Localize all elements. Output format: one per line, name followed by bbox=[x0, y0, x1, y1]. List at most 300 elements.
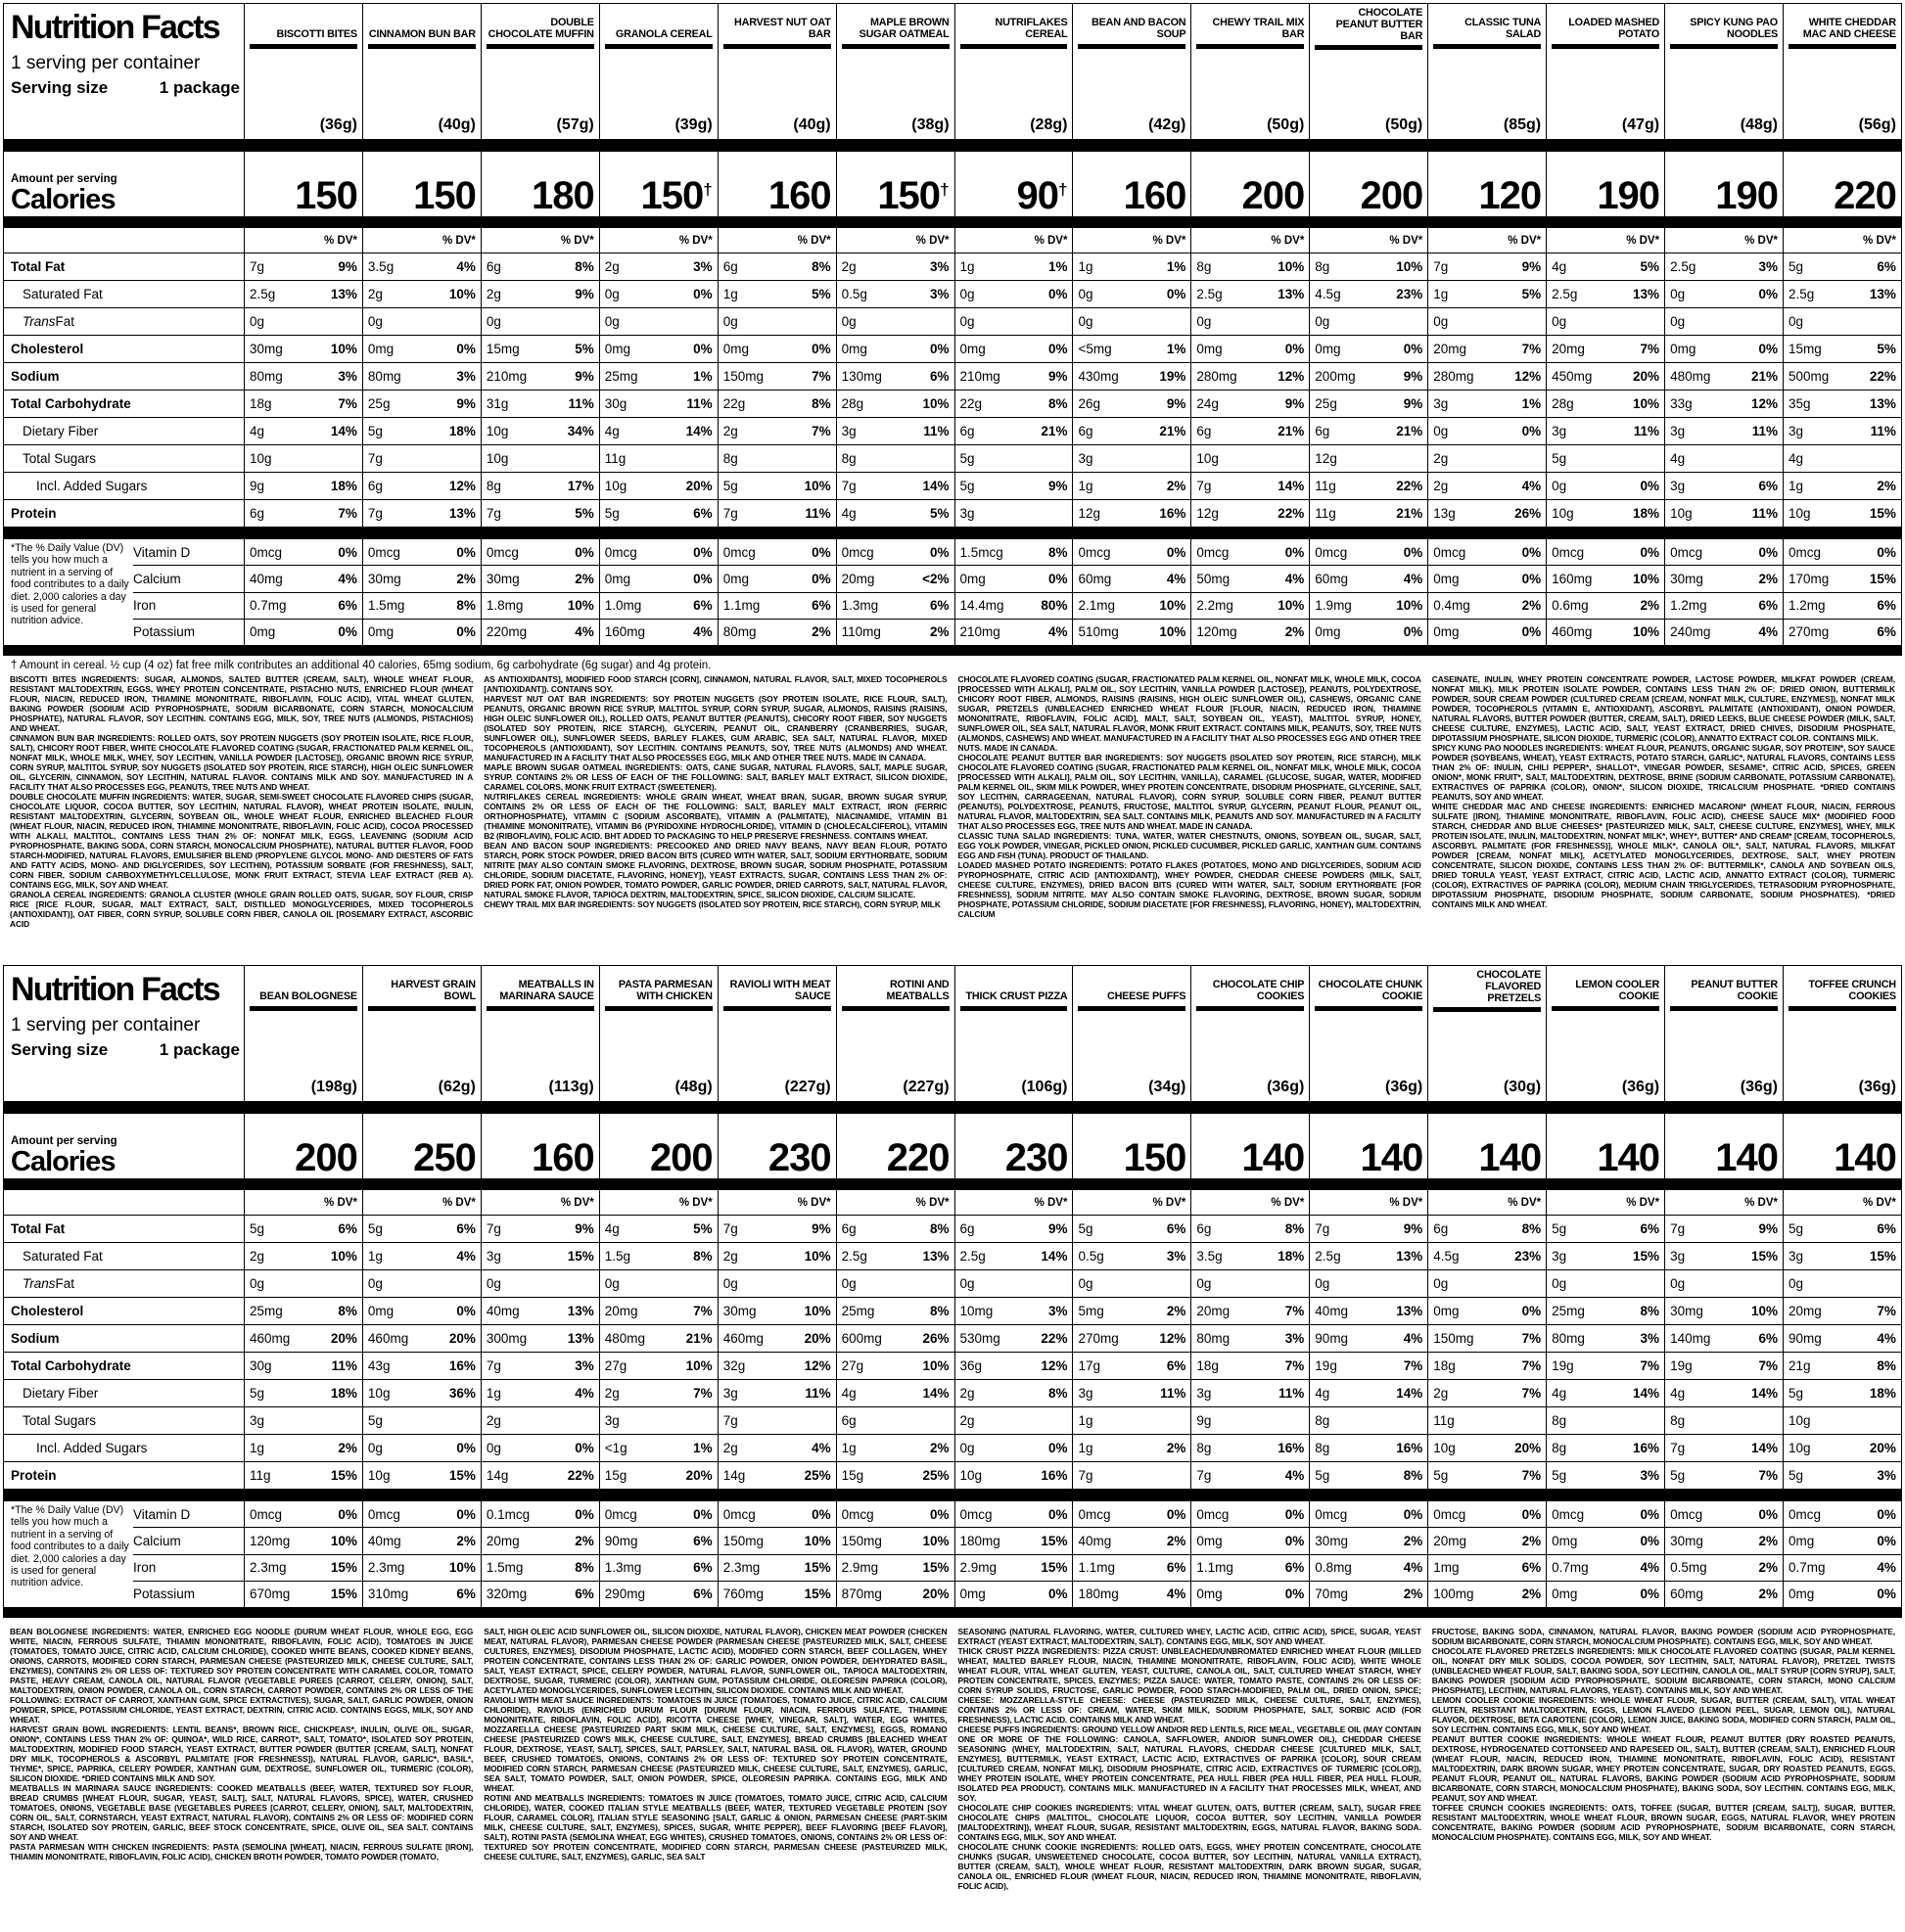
nutrient-value-cell bbox=[1427, 1353, 1546, 1379]
vitamin-dv: 8% bbox=[1047, 544, 1068, 560]
nutrient-dv: 8% bbox=[930, 1221, 950, 1236]
product-header-cell bbox=[954, 4, 1073, 139]
vitamin-dv: 6% bbox=[338, 598, 357, 614]
calories-label-block bbox=[4, 1114, 244, 1178]
nutrient-amount: 21g bbox=[1788, 1358, 1811, 1373]
vitamin-amount: 1.1mg bbox=[1078, 1560, 1115, 1576]
nutrient-value-cell bbox=[362, 1407, 481, 1434]
nutrient-value-cell bbox=[1546, 418, 1664, 444]
nutrient-value-cell bbox=[836, 336, 954, 362]
vitamin-amount: 180mg bbox=[1078, 1587, 1119, 1602]
nutrient-row bbox=[4, 1434, 1901, 1461]
dv-header: % DV* bbox=[324, 1196, 357, 1209]
nutrient-dv: 12% bbox=[1159, 1331, 1186, 1346]
vitamin-dv: 2% bbox=[575, 571, 594, 586]
nutrient-amount: 210mg bbox=[959, 369, 1000, 384]
nutrient-value-cell bbox=[1190, 336, 1309, 362]
panel-title-block bbox=[4, 4, 244, 139]
vitamin-value-cell bbox=[599, 566, 718, 591]
nutrient-amount: 0mg bbox=[367, 1304, 395, 1318]
nutrient-amount: 10g bbox=[1788, 506, 1811, 521]
vitamin-name: Calcium bbox=[133, 571, 181, 586]
nutrient-value-cell bbox=[481, 1435, 599, 1461]
product-name: SPICY KUNG PAO NOODLES bbox=[1690, 17, 1778, 41]
vitamin-name: Iron bbox=[133, 1560, 157, 1576]
nutrient-value-cell bbox=[599, 1216, 718, 1242]
vitamin-dv: <2% bbox=[922, 571, 950, 586]
vitamin-amount: 0mcg bbox=[1552, 544, 1585, 560]
dv-header-cell bbox=[1427, 228, 1546, 253]
nutrient-dv: 10% bbox=[1396, 259, 1423, 274]
product-header-cell bbox=[1783, 4, 1901, 139]
vitamin-dv: 15% bbox=[330, 1587, 357, 1602]
nutrient-amount: 2g bbox=[722, 424, 738, 438]
nutrient-value-cell bbox=[1190, 1298, 1309, 1324]
vitamin-amount: 0.6mg bbox=[1552, 598, 1589, 614]
calories-cell bbox=[1427, 152, 1546, 216]
serving-size-label: Serving size bbox=[11, 1040, 109, 1059]
ingredient-paragraph: PASTA PARMESAN WITH CHICKEN INGREDIENTS: PASTA (SEMOLINA [WHEAT], NIACIN, FERROUS SULFATE [IRON], THIAMIN MONONITRATE, RIBOFLAVIN, FOLIC ACID), CHICKEN BROTH POWDER, TOMATO POWDER (TOMATO, bbox=[10, 1842, 474, 1862]
nutrient-amount: 3g bbox=[1433, 396, 1449, 411]
nutrient-amount: 24g bbox=[1196, 396, 1219, 411]
nutrient-value-cell bbox=[1190, 1353, 1309, 1379]
dv-header: % DV* bbox=[1389, 1196, 1423, 1209]
vitamin-amount: 0mcg bbox=[1552, 1506, 1585, 1522]
vitamin-value-cell bbox=[481, 1501, 599, 1527]
calories-value bbox=[1715, 174, 1778, 217]
vitamin-amount: 0mcg bbox=[1315, 1506, 1348, 1522]
nutrient-dv: 13% bbox=[567, 1304, 594, 1318]
serving-size-row bbox=[11, 78, 240, 98]
nutrient-value-cell bbox=[1783, 1353, 1901, 1379]
vitamin-amount: 0.1mcg bbox=[486, 1506, 531, 1522]
vitamin-value-cell bbox=[1546, 593, 1664, 619]
dv-header-cell bbox=[244, 228, 362, 253]
ingredient-paragraph: LOADED MASHED POTATO INGREDIENTS: POTATO FLAKES (POTATOES, MONO AND DIGLYCERIDES, SODIUM ACID PYROPHOSPHATE, CITRIC ACID [ANTIOXIDANT]), WHEY POWDER, CHEDDAR CHEESE POWDERS (MILK, SALT, CHEESE CULTURE, ENZYMES), DRIED BACON BITS (CURED WITH WATER, SALT, SODIUM ERYTHORBATE [FOR FRESHNESS], SODIUM NITRITE. MAY ALSO CONTAIN SMOKE FLAVORING, DEXTROSE, BROWN SUGAR, SODIUM PHOSPHATE, POTASSIUM CHLORIDE, SODIUM DIACETATE [FOR FRESHNESS], FLAVORING, HONEY), MALTODEXTRIN, CALCIUM bbox=[957, 860, 1421, 919]
nutrient-dv: 8% bbox=[1877, 1358, 1896, 1373]
vitamin-amount: 30mg bbox=[1670, 571, 1703, 586]
product-serving-size: (30g) bbox=[1503, 1079, 1542, 1095]
vitamin-amount: 30mg bbox=[1315, 1533, 1349, 1548]
vitamin-value-cell bbox=[836, 593, 954, 619]
vitamin-dv: 0% bbox=[1877, 1533, 1896, 1548]
nutrient-label: Dietary Fiber bbox=[23, 1386, 99, 1401]
ingredient-paragraph: BISCOTTI BITES INGREDIENTS: SUGAR, ALMONDS, SALTED BUTTER (CREAM, SALT), WHOLE WHEAT FLOUR, RESISTANT MALTODEXTRIN, EGGS, WHEY PROTEIN CONCENTRATE, PISTACHIO NUTS, ENRICHED FLOUR (WHEAT FLOUR, NIACIN, REDUCED IRON, THIAMINE MONONITRATE, RIBOFLAVIN, FOLIC ACID), VITAL WHEAT GLUTEN, BAKING POWDER (SODIUM ACID PYROPHOSPHATE, SODIUM BICARBONATE, CORN STARCH, MONOCALCIUM PHOSPHATE), NATURAL FLAVOR, SOY LECITHIN. CONTAINS EGG, MILK, SOY, TREE NUTS (ALMONDS, PISTACHIOS) AND WHEAT. bbox=[10, 674, 474, 733]
product-header-cell bbox=[1664, 4, 1783, 139]
nutrient-amount: 460mg bbox=[367, 1331, 409, 1346]
nutrient-value-cell bbox=[1664, 1298, 1783, 1324]
vitamin-value-cell bbox=[1427, 539, 1546, 565]
nutrient-dv: 1% bbox=[1047, 259, 1068, 274]
nutrient-value-cell bbox=[954, 1216, 1073, 1242]
ingredient-paragraph: CHOCOLATE FLAVORED PRETZELS INGREDIENTS: MILK CHOCOLATE FLAVORED COATING (SUGAR, PALM KERNEL OIL, NONFAT DRY MILK SOLIDS, COCOA POWDER, SOY LECITHIN, SALT, NATURAL FLAVOR), PRETZEL TWISTS (UNBLEACHED WHEAT FLOUR, SALT, BAKING SODA, SOY LECITHIN, CANOLA OIL, MALT SYRUP [CORN SYRUP], SALT, BAKING POWDER [SODIUM ACID PYROPHOSPHATE, SODIUM BICARBONATE, CORN STARCH, MONO CALCIUM PHOSPHATE], LECITHIN, NATURAL FLAVORS, YEAST). CONTAINS MILK, SOY AND WHEAT. bbox=[1431, 1646, 1895, 1695]
nutrient-amount: 0g bbox=[1433, 1276, 1449, 1291]
vitamin-dv: 4% bbox=[1640, 1560, 1660, 1576]
header-rule bbox=[1789, 1006, 1896, 1011]
nutrient-amount: 5g bbox=[367, 1413, 383, 1428]
nutrient-value-cell bbox=[954, 473, 1073, 499]
calories-cell bbox=[1427, 1114, 1546, 1178]
nutrient-dv: 9% bbox=[1047, 369, 1068, 384]
nutrient-amount: 25mg bbox=[250, 1304, 283, 1318]
header-rule bbox=[1196, 1006, 1304, 1011]
nutrient-value-cell bbox=[599, 418, 718, 444]
nutrient-value-cell bbox=[481, 1380, 599, 1406]
nutrient-value-cell bbox=[836, 1380, 954, 1406]
vitamin-value-cell bbox=[244, 1528, 362, 1553]
vitamin-dv: 2% bbox=[1166, 1533, 1186, 1548]
dv-header-cell bbox=[1072, 1190, 1190, 1215]
nutrient-value-cell bbox=[1072, 363, 1190, 390]
dv-header: % DV* bbox=[560, 1196, 594, 1209]
dv-header-cell bbox=[1072, 228, 1190, 253]
product-serving-size: (39g) bbox=[674, 116, 713, 133]
nutrient-amount: 8g bbox=[1196, 1441, 1212, 1455]
nutrient-amount: 480mg bbox=[1670, 369, 1711, 384]
nutrient-amount: 22g bbox=[722, 396, 746, 411]
header-rule bbox=[250, 1006, 357, 1011]
vitamin-dv: 0% bbox=[456, 1506, 476, 1522]
vitamin-amount: 0mcg bbox=[722, 544, 756, 560]
calories-number: 150 bbox=[877, 174, 941, 217]
nutrient-amount: 25mg bbox=[604, 369, 638, 384]
vitamin-name: Iron bbox=[133, 598, 157, 614]
nutrient-dv: 10% bbox=[804, 1249, 831, 1264]
vitamin-amount: 2.2mg bbox=[1196, 598, 1233, 614]
dv-header-spacer bbox=[4, 228, 244, 253]
nutrient-amount: 7g bbox=[1670, 1441, 1686, 1455]
nutrient-dv: 7% bbox=[1403, 1358, 1423, 1373]
vitamin-value-cell bbox=[1427, 1555, 1546, 1581]
product-header-cell bbox=[362, 4, 481, 139]
product-name: TOFFEE CRUNCH COOKIES bbox=[1808, 979, 1896, 1003]
vitamin-value-cell bbox=[1427, 1501, 1546, 1527]
nutrient-label: Sodium bbox=[11, 369, 60, 384]
vitamin-value-cell bbox=[481, 620, 599, 645]
calories-value bbox=[532, 1136, 594, 1179]
dv-header-cell bbox=[1546, 228, 1664, 253]
ingredients-column bbox=[1432, 674, 1895, 965]
nutrient-amount: 3g bbox=[841, 424, 857, 438]
nutrient-dv: 0% bbox=[1758, 342, 1778, 356]
nutrient-amount: 2.5g bbox=[1670, 259, 1696, 274]
nutrient-amount: 3g bbox=[486, 1249, 501, 1264]
dv-header-cell bbox=[1546, 1190, 1664, 1215]
nutrient-dv: 5% bbox=[812, 287, 831, 301]
nutrient-dv: 6% bbox=[1640, 1221, 1660, 1236]
vitamin-dv: 15% bbox=[1869, 571, 1896, 586]
product-name: BISCOTTI BITES bbox=[276, 28, 357, 41]
nutrient-dv: 21% bbox=[1396, 506, 1423, 521]
nutrient-value-cell bbox=[244, 1298, 362, 1324]
nutrient-label: Incl. Added Sugars bbox=[36, 479, 148, 493]
vitamin-value-cell bbox=[481, 1555, 599, 1581]
serving-size-label: Serving size bbox=[11, 78, 109, 97]
nutrient-value-cell bbox=[954, 1435, 1073, 1461]
nutrient-dv: 18% bbox=[1633, 506, 1660, 521]
product-header-cell bbox=[836, 4, 954, 139]
nutrient-amount: 600mg bbox=[841, 1331, 882, 1346]
nutrient-value-cell bbox=[836, 1298, 954, 1324]
nutrient-value-cell bbox=[1309, 473, 1427, 499]
product-serving-size: (47g) bbox=[1621, 116, 1660, 133]
nutrient-value-cell bbox=[954, 1298, 1073, 1324]
calories-row bbox=[4, 152, 1901, 216]
nutrient-amount: 1g bbox=[367, 1249, 383, 1264]
nutrient-value-cell bbox=[1546, 363, 1664, 390]
nutrient-dv: 10% bbox=[685, 1358, 713, 1373]
nutrient-amount: 0g bbox=[841, 1276, 857, 1291]
nutrient-value-cell bbox=[1190, 445, 1309, 472]
nutrient-value-cell bbox=[1546, 308, 1664, 335]
nutrient-dv: 20% bbox=[330, 1331, 357, 1346]
nutrient-label: Total Fat bbox=[11, 1221, 66, 1236]
vitamin-amount: 2.9mg bbox=[959, 1560, 998, 1576]
nutrient-dv: 14% bbox=[1750, 1441, 1778, 1455]
nutrient-value-cell bbox=[1309, 418, 1427, 444]
product-serving-size: (42g) bbox=[1148, 116, 1186, 133]
header-rule bbox=[250, 44, 357, 49]
vitamin-dv: 4% bbox=[1877, 1560, 1896, 1576]
vitamin-amount: 0mg bbox=[1788, 1533, 1815, 1548]
nutrient-dv: 11% bbox=[1870, 424, 1896, 438]
dv-header: % DV* bbox=[1152, 1196, 1186, 1209]
nutrient-dv: 15% bbox=[1633, 1249, 1660, 1264]
nutrient-amount: 4g bbox=[1315, 1386, 1330, 1401]
dv-header: % DV* bbox=[1626, 1196, 1660, 1209]
vitamin-dv: 15% bbox=[330, 1560, 357, 1576]
ingredient-paragraph: CHOCOLATE CHIP COOKIES INGREDIENTS: VITAL WHEAT GLUTEN, OATS, BUTTER (CREAM, SALT), SUGAR FREE CHOCOLATE CHIPS (MALTITOL, CHOCOLATE LIQUOR, COCOA BUTTER, SOY LECITHIN, VANILLA POWDER [MALTODEXTRIN]), WHEAT FLOUR, SUGAR, RESISTANT MALTODEXTRIN, EGGS, NATURAL FLAVOR, BAKING SODA. CONTAINS EGG, MILK, SOY AND WHEAT. bbox=[957, 1803, 1421, 1842]
nutrient-amount: 3g bbox=[1670, 1249, 1686, 1264]
product-name: ROTINI AND MEATBALLS bbox=[886, 979, 950, 1003]
vitamin-value-cell bbox=[1072, 566, 1190, 591]
nutrient-dv: 1% bbox=[693, 369, 713, 384]
vitamin-value-cell bbox=[718, 539, 836, 565]
nutrient-row bbox=[4, 390, 1901, 417]
ingredient-paragraph: SALT, HIGH OLEIC ACID SUNFLOWER OIL, SILICON DIOXIDE, NATURAL FLAVOR), CHICKEN MEAT POWDER (CHICKEN MEAT, NATURAL FLAVOR), PARMESAN CHEESE POWDER (PARMESAN CHEESE [PASTEURIZED MILK, SALT, CHEESE CULTURES, ENZYMES], DISODIUM PHOSPHATE, LACTIC ACID), MODIFIED CORN STARCH, BEEF COLLAGEN, WHEY PROTEIN CONCENTRATE, CONTAINS LESS THAN 2% OF: GARLIC POWDER, ONION POWDER, DEHYDRATED BASIL, SALT, YEAST EXTRACT, SPICE, CELERY POWDER, NATURAL FLAVOR, SUNFLOWER OIL, TAPIOCA MALTODEXTRIN, DEXTROSE, SUGAR, TURMERIC (COLOR), XANTHAN GUM, POTASSIUM CHLORIDE, OLEORESIN PAPRIKA (COLOR), ACETYLATED MONOGLYCERIDES, SUNFLOWER LECITHIN, SILICON DIOXIDE. CONTAINS MILK AND WHEAT. bbox=[484, 1627, 948, 1695]
header-rule bbox=[487, 44, 594, 49]
vitamin-value-cell bbox=[362, 1528, 481, 1553]
nutrient-value-cell bbox=[1072, 1435, 1190, 1461]
nutrient-amount: 500mg bbox=[1788, 369, 1830, 384]
nutrient-value-cell bbox=[1546, 336, 1664, 362]
product-header-cell bbox=[362, 966, 481, 1101]
product-name: PASTA PARMESAN WITH CHICKEN bbox=[618, 979, 713, 1003]
vitamin-amount: 2.1mg bbox=[1078, 598, 1115, 614]
calories-value bbox=[767, 174, 831, 217]
nutrient-value-cell bbox=[599, 253, 718, 280]
nutrient-dv: 6% bbox=[1877, 259, 1896, 274]
vitamin-dv: 10% bbox=[804, 1533, 831, 1548]
nutrient-amount: 0mg bbox=[367, 342, 395, 356]
vitamin-value-cell bbox=[1190, 1528, 1309, 1553]
vitamin-value-cell bbox=[244, 1555, 362, 1581]
nutrient-value-cell bbox=[836, 308, 954, 335]
calories-value bbox=[1715, 1136, 1778, 1179]
nutrient-value-cell bbox=[244, 500, 362, 527]
nutrient-value-cell bbox=[718, 253, 836, 280]
product-name: WHITE CHEDDAR MAC AND CHEESE bbox=[1802, 17, 1896, 41]
product-name: LOADED MASHED POTATO bbox=[1568, 17, 1660, 41]
nutrient-dv: 6% bbox=[1166, 1221, 1186, 1236]
vitamin-dv: 0% bbox=[1166, 1506, 1186, 1522]
vitamin-amount: 0mcg bbox=[367, 544, 400, 560]
nutrient-dv: 10% bbox=[1633, 396, 1660, 411]
nutrient-amount: 5g bbox=[1788, 259, 1804, 274]
nutrient-amount: 4g bbox=[250, 424, 265, 438]
nutrient-value-cell bbox=[1190, 363, 1309, 390]
nutrient-value-cell bbox=[1072, 336, 1190, 362]
vitamin-dv: 80% bbox=[1041, 598, 1068, 614]
vitamin-amount: 0.5mg bbox=[1670, 1560, 1707, 1576]
vitamin-dv: 0% bbox=[1403, 544, 1423, 560]
serving-size-value: 1 package bbox=[159, 78, 240, 97]
nutrient-amount: 7g bbox=[486, 1358, 501, 1373]
nutrient-amount: 31g bbox=[486, 396, 509, 411]
nutrient-amount: 5g bbox=[604, 506, 620, 521]
ingredient-paragraph: LEMON COOLER COOKIE INGREDIENTS: WHOLE WHEAT FLOUR, SUGAR, BUTTER (CREAM, SALT), VITAL WHEAT GLUTEN, RESISTANT MALTODEXTRIN, EGGS, LEMON FLAVEDO (LEMON PEEL, SUGAR, LEMON OIL), NATURAL FLAVOR, DEXTROSE, BETA CAROTENE (COLOR), LEMON JUICE, BAKING SODA, MODIFIED CORN STARCH, PALM OIL, SOY LECITHIN. CONTAINS EGG, MILK, SOY AND WHEAT. bbox=[1431, 1695, 1895, 1734]
nutrient-value-cell bbox=[836, 1435, 954, 1461]
nutrient-dv: 25% bbox=[804, 1468, 831, 1483]
vitamin-dv: 15% bbox=[1041, 1560, 1068, 1576]
nutrient-value-cell bbox=[1309, 1407, 1427, 1434]
nutrient-amount: 280mg bbox=[1196, 369, 1237, 384]
vitamin-value-cell bbox=[954, 593, 1073, 619]
vitamin-dv: 0% bbox=[1521, 544, 1542, 560]
ingredient-paragraph: SPICY KUNG PAO NOODLES INGREDIENTS: WHEAT FLOUR, PEANUTS, ORGANIC SUGAR, SOY PROTEIN*, SOY SAUCE POWDER (SOYBEANS, WHEAT), YEAST EXTRACTS, POTATO STARCH, GARLIC*, NATURAL FLAVORS, CONTAINS LESS THAN 2% OF: INULIN, CHILI PEPPER*, SHALLOT*, VINEGAR POWDER, SESAME*, CITRIC ACID, SPICES, GREEN ONION*, MONK FRUIT*, SALT, MALTODEXTRIN, DEXTROSE, BRINE (SODIUM CARBONATE, POTASSIUM CARBONATE), EXTRACTIVES OF PAPRIKA (COLOR), ONION*, SILICON DIOXIDE, TRICALCIUM PHOSPHATE. *DRIED CONTAINS PEANUTS, SOY AND WHEAT. bbox=[1431, 743, 1895, 802]
ingredients-section-top bbox=[3, 671, 1902, 965]
vitamin-amount: 0mcg bbox=[841, 544, 874, 560]
nutrient-value-cell bbox=[718, 1270, 836, 1297]
vitamin-dv: 2% bbox=[456, 1533, 476, 1548]
nutrient-dv: 2% bbox=[1166, 1304, 1186, 1318]
nutrient-amount: 0mg bbox=[1433, 1304, 1460, 1318]
calories-number: 180 bbox=[532, 174, 594, 217]
nutrient-amount: 6g bbox=[841, 1413, 857, 1428]
vitamin-amount: 0mg bbox=[722, 571, 749, 586]
nutrient-amount: 15mg bbox=[486, 342, 520, 356]
vitamin-amount: 20mg bbox=[1433, 1533, 1466, 1548]
calories-row bbox=[4, 1114, 1901, 1178]
nutrient-amount: 3.5g bbox=[367, 259, 395, 274]
nutrient-amount: 27g bbox=[604, 1358, 627, 1373]
panel-title: Nutrition Facts bbox=[11, 971, 219, 1008]
nutrient-amount: 40mg bbox=[486, 1304, 520, 1318]
nutrient-value-cell bbox=[244, 418, 362, 444]
vitamin-amount: 290mg bbox=[604, 1587, 646, 1602]
nutrient-value-cell bbox=[718, 1243, 836, 1269]
dv-header: % DV* bbox=[1271, 234, 1305, 247]
nutrient-value-cell bbox=[1664, 500, 1783, 527]
calories-cell bbox=[836, 152, 954, 216]
nutrient-amount: 5mg bbox=[1078, 1304, 1104, 1318]
calories-cell bbox=[1190, 152, 1309, 216]
nutrient-amount: 22g bbox=[959, 396, 983, 411]
vitamin-amount: 1.2mg bbox=[1788, 598, 1826, 614]
dv-header-cell bbox=[481, 1190, 599, 1215]
nutrient-value-cell bbox=[481, 445, 599, 472]
nutrient-amount: 10mg bbox=[959, 1304, 994, 1318]
nutrient-value-cell bbox=[1546, 1353, 1664, 1379]
nutrient-dv: 9% bbox=[1047, 479, 1068, 493]
nutrient-amount: 4g bbox=[1552, 259, 1567, 274]
vitamin-value-cell bbox=[1072, 1555, 1190, 1581]
nutrient-value-cell bbox=[1783, 1270, 1901, 1297]
dv-header: % DV* bbox=[1863, 1196, 1896, 1209]
vitamin-dv: 6% bbox=[1521, 1560, 1542, 1576]
nutrient-value-cell bbox=[362, 1380, 481, 1406]
nutrient-dv: 21% bbox=[1041, 424, 1068, 438]
nutrient-row bbox=[4, 1297, 1901, 1324]
vitamin-value-cell bbox=[954, 1528, 1073, 1553]
product-name: DOUBLE CHOCOLATE MUFFIN bbox=[488, 17, 594, 41]
vitamin-value-cell bbox=[1783, 1555, 1901, 1581]
ingredient-paragraph: CHOCOLATE CHUNK COOKIE INGREDIENTS: ROLLED OATS, EGGS, WHEY PROTEIN CONCENTRATE, CHOCOLATE CHUNKS (SUGAR, UNSWEETENED CHOCOLATE, COCOA BUTTER, SOY LECITHIN, NATURAL VANILLA EXTRACT), BUTTER (CREAM, SALT), WHOLE WHEAT FLOUR, RESISTANT MALTODEXTRIN, DARK BROWN SUGAR, SUGAR, CANOLA OIL, ENRICHED FLOUR (WHEAT FLOUR, NIACIN, REDUCED IRON, THIAMINE MONONITRATE, RIBOFLAVIN, FOLIC ACID), bbox=[957, 1842, 1421, 1891]
vitamin-dv: 0% bbox=[812, 571, 831, 586]
vitamin-amount: 0mcg bbox=[486, 544, 519, 560]
vitamin-value-cell bbox=[954, 1555, 1073, 1581]
nutrient-amount: 15g bbox=[841, 1468, 864, 1483]
nutrient-dv: 8% bbox=[1640, 1304, 1660, 1318]
nutrient-value-cell bbox=[1664, 1380, 1783, 1406]
product-serving-size: (227g) bbox=[903, 1079, 950, 1095]
nutrient-amount: 20mg bbox=[1552, 342, 1585, 356]
nutrient-value-cell bbox=[718, 1325, 836, 1352]
nutrient-amount: 0g bbox=[959, 1441, 975, 1455]
ingredients-section-bottom bbox=[3, 1624, 1902, 1932]
nutrient-dv: 23% bbox=[1396, 287, 1423, 301]
vitamin-value-cell bbox=[1783, 620, 1901, 645]
vitamin-value-cell bbox=[1309, 1501, 1427, 1527]
vitamin-value-cell bbox=[1190, 1582, 1309, 1607]
vitamin-amount: 1.5mg bbox=[486, 1560, 524, 1576]
nutrient-dv: 3% bbox=[1640, 1331, 1660, 1346]
vitamin-amount: 30mg bbox=[486, 571, 520, 586]
calories-cell bbox=[1546, 1114, 1664, 1178]
nutrient-value-cell bbox=[1190, 308, 1309, 335]
nutrient-amount: 20mg bbox=[604, 1304, 638, 1318]
vitamin-value-cell bbox=[362, 1582, 481, 1607]
calories-cell bbox=[836, 1114, 954, 1178]
nutrient-value-cell bbox=[1427, 1462, 1546, 1489]
nutrient-value-cell bbox=[1546, 1435, 1664, 1461]
nutrient-dv: 0% bbox=[456, 1441, 476, 1455]
nutrient-amount: 10g bbox=[604, 479, 627, 493]
vitamin-name: Vitamin D bbox=[133, 1506, 191, 1522]
product-serving-size: (50g) bbox=[1384, 116, 1423, 133]
nutrient-value-cell bbox=[718, 1407, 836, 1434]
nutrient-dv: 0% bbox=[1521, 1304, 1542, 1318]
vitamin-dv: 0% bbox=[693, 571, 713, 586]
nutrient-amount: 0mg bbox=[722, 342, 749, 356]
vitamin-value-cell bbox=[1309, 539, 1427, 565]
nutrient-dv: 0% bbox=[1521, 424, 1542, 438]
dv-header: % DV* bbox=[1744, 234, 1778, 247]
header-rule bbox=[842, 44, 950, 49]
nutrient-amount: 3g bbox=[1670, 479, 1686, 493]
nutrient-value-cell bbox=[1664, 1462, 1783, 1489]
vitamin-dv: 10% bbox=[1159, 598, 1186, 614]
ingredients-column bbox=[484, 674, 947, 965]
calories-value bbox=[295, 1136, 357, 1179]
nutrient-dv: 14% bbox=[1396, 1386, 1423, 1401]
dv-header: % DV* bbox=[1389, 234, 1423, 247]
nutrient-dv: 15% bbox=[567, 1249, 594, 1264]
vitamin-amount: 0mcg bbox=[1433, 1506, 1466, 1522]
nutrient-value-cell bbox=[1309, 1216, 1427, 1242]
nutrient-amount: 6g bbox=[959, 1221, 975, 1236]
nutrient-amount: 530mg bbox=[959, 1331, 1000, 1346]
